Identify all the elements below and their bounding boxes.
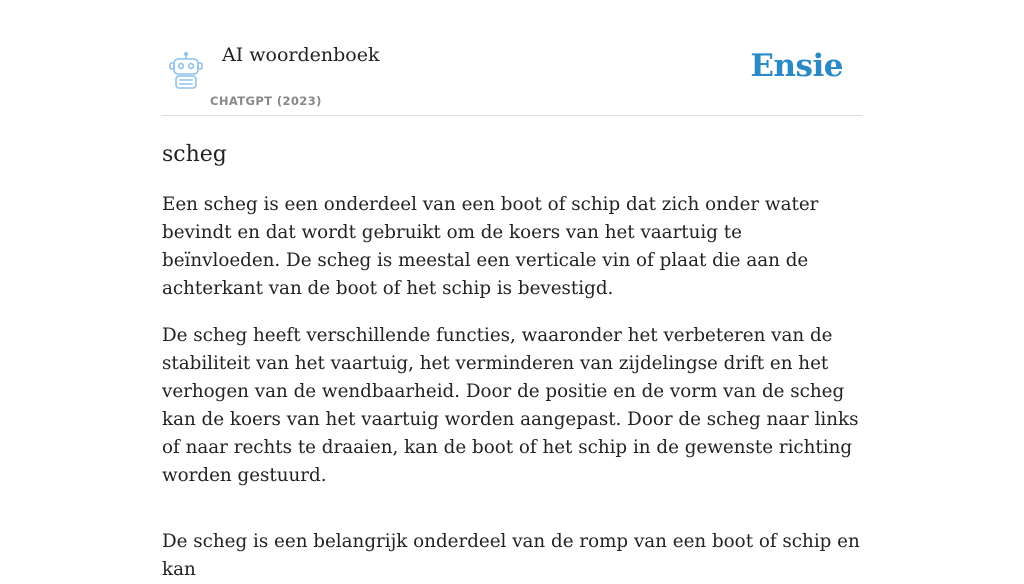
definition-paragraph: Een scheg is een onderdeel van een boot of schip dat zich onder water bevindt en dat wordt gebruikt om de koers van het vaartuig te beïnvloeden. De scheg is meestal een verticale vin of plaat die aan de achterkant van de boot of het schip is bevestigd. bbox=[162, 194, 819, 299]
source-subtitle: CHATGPT (2023) bbox=[210, 94, 322, 108]
definition-paragraph: De scheg is een belangrijk onderdeel van de romp van een boot of schip en kan bbox=[162, 531, 860, 580]
page bbox=[162, 0, 862, 584]
entry-header bbox=[162, 0, 862, 116]
ensie-logo[interactable]: Ensie bbox=[750, 48, 843, 84]
definition-paragraph: De scheg heeft verschillende functies, waaronder het verbeteren van de stabiliteit van het vaartuig, het verminderen van zijdelingse drift en het verhogen van de wendbaarheid. Door de positie en de vorm van de scheg kan de koers van het vaartuig worden aangepast. Door de scheg naar links of naar rechts te draaien, kan de boot of het schip in de gewenste richting worden gestuurd. bbox=[162, 325, 859, 486]
source-title[interactable]: AI woordenboek bbox=[222, 44, 380, 66]
robot-icon bbox=[166, 52, 206, 90]
entry-term: scheg bbox=[162, 142, 227, 167]
entry-definition bbox=[162, 191, 862, 584]
